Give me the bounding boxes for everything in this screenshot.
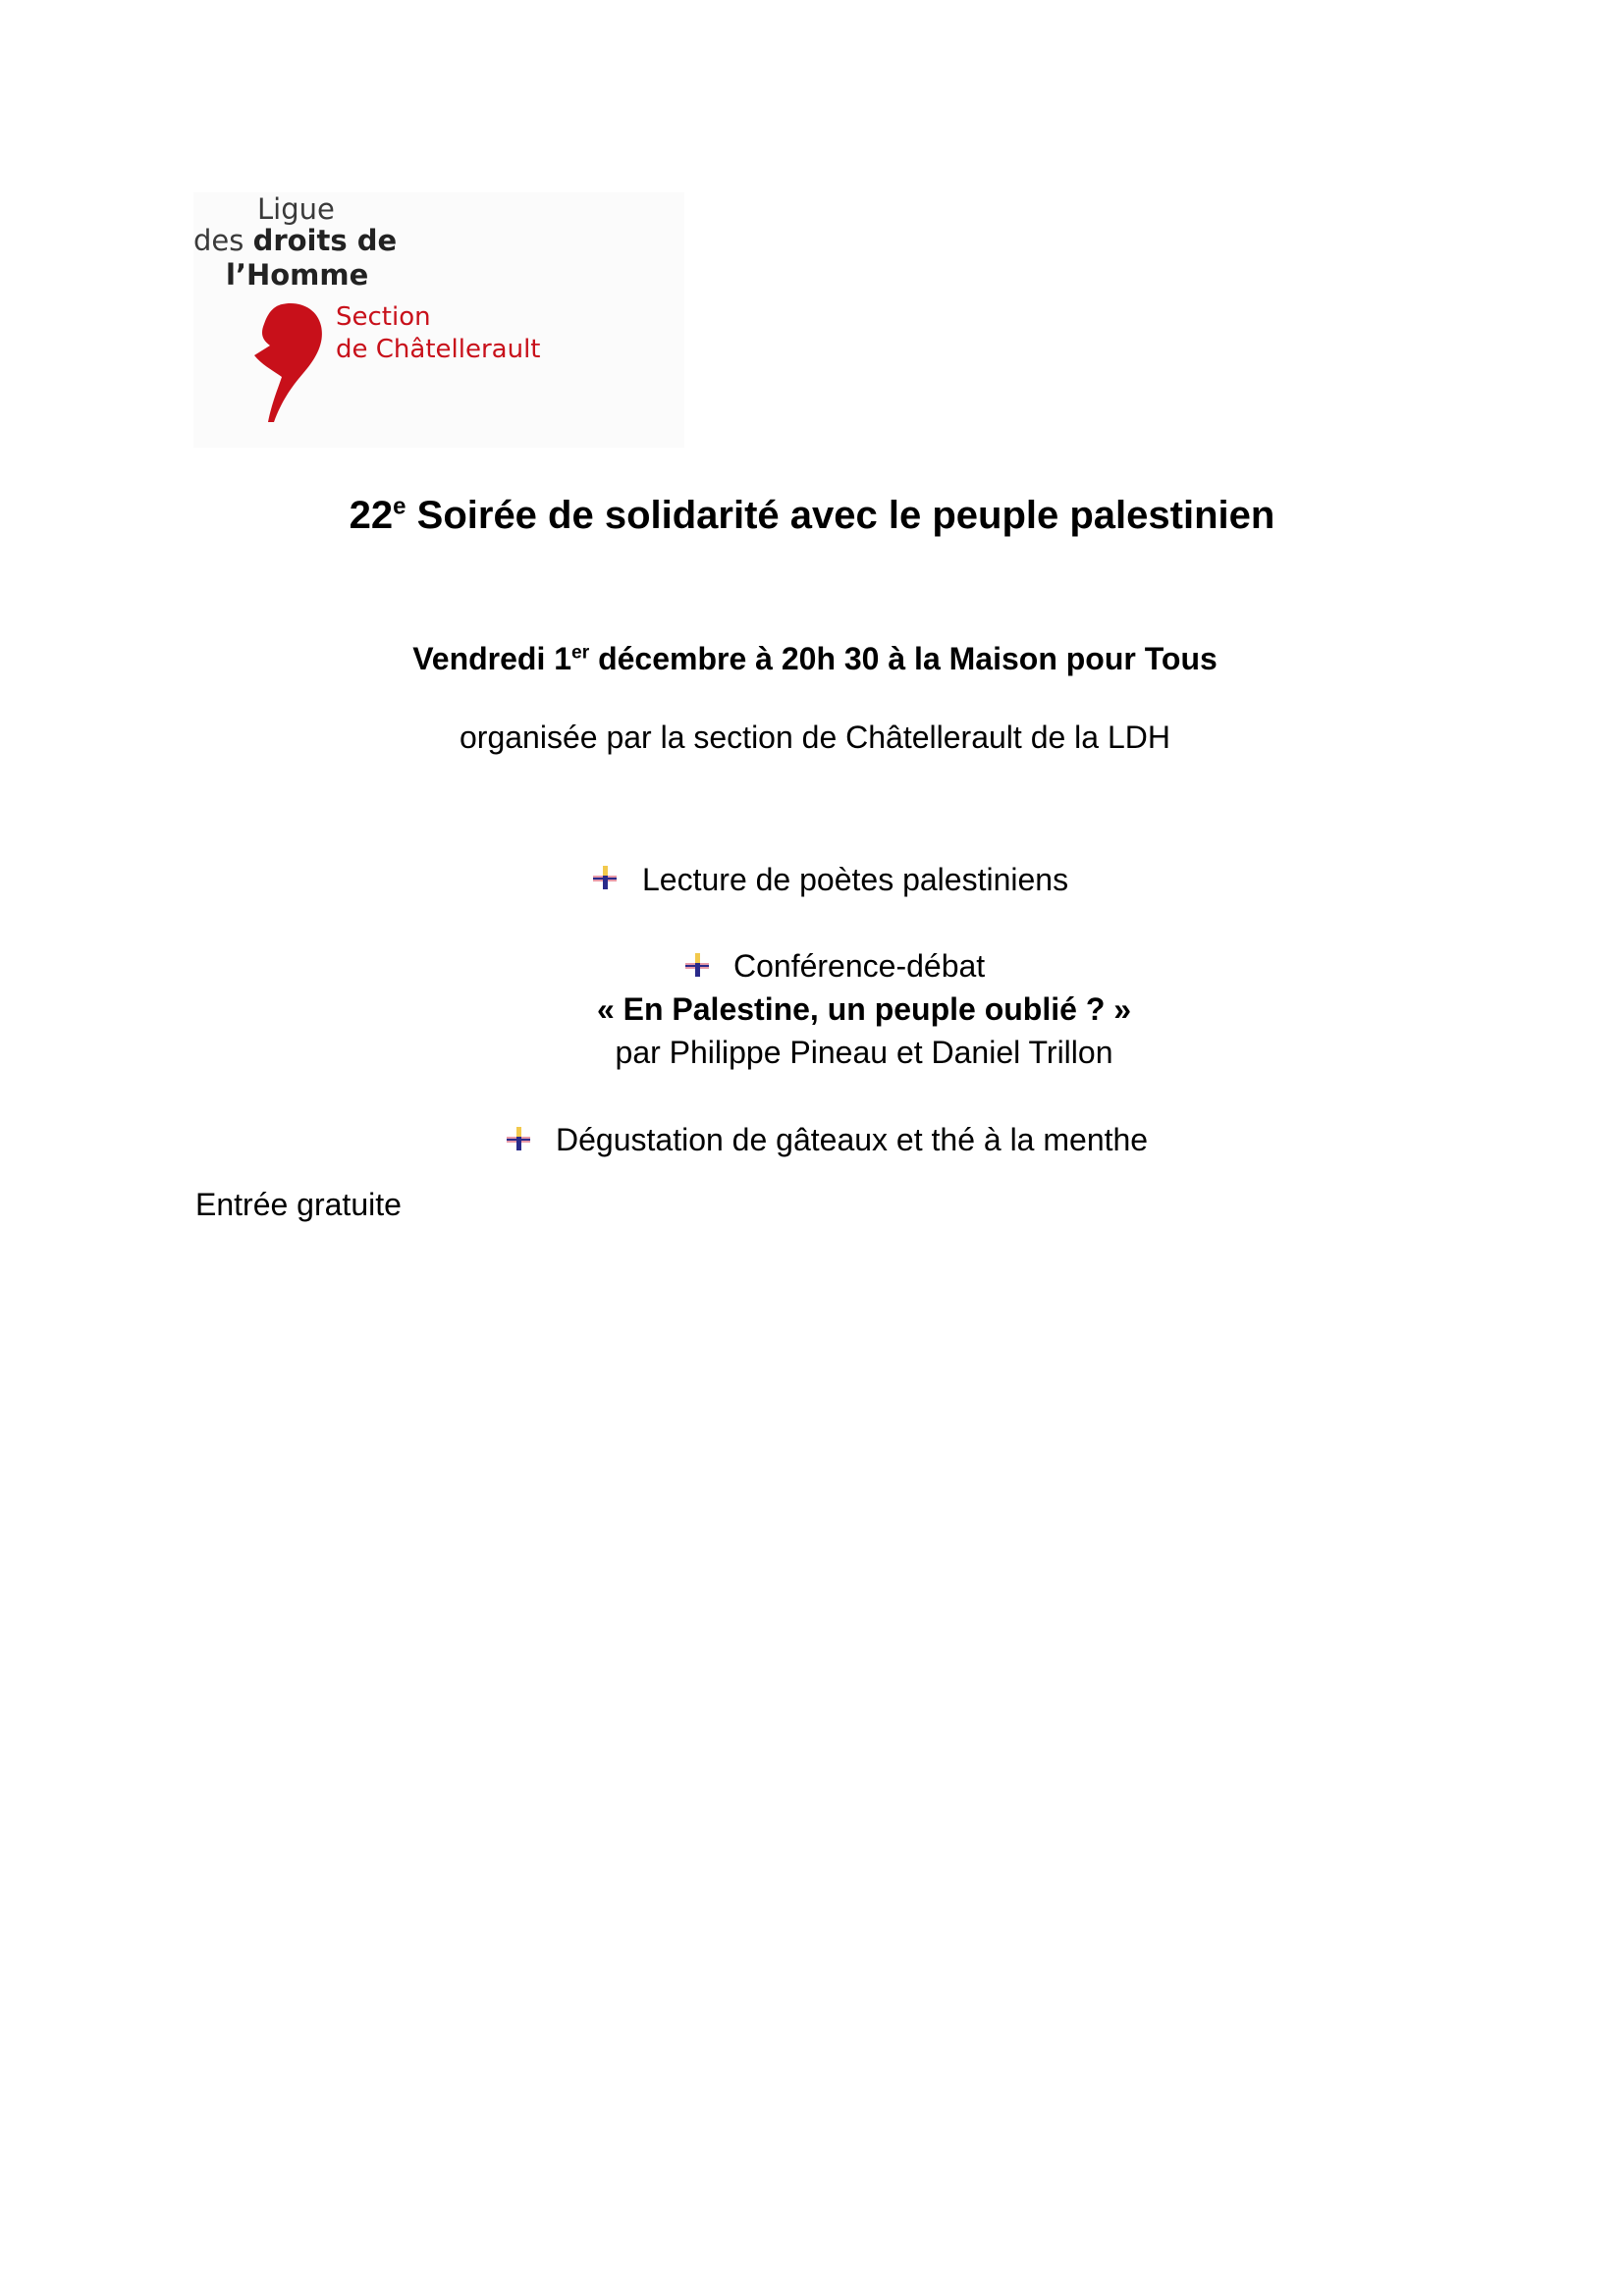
bullet-icon — [505, 1125, 532, 1152]
page-title — [0, 494, 1624, 538]
conference-speakers: par Philippe Pineau et Daniel Trillon — [615, 1035, 1113, 1070]
title-text: Soirée de solidarité avec le peuple palestinien — [406, 494, 1275, 537]
date-text: décembre à 20h 30 à la Maison pour Tous — [589, 641, 1218, 676]
program-item-reading: Lecture de poètes palestiniens — [642, 862, 1069, 897]
logo-city-line: de Châtellerault — [336, 335, 541, 364]
logo-section-line: Section — [336, 302, 431, 332]
conference-title: « En Palestine, un peuple oublié ? » — [596, 991, 1132, 1027]
date-suffix: er — [571, 642, 590, 664]
organizer-line: organisée par la section de Châtellerault de la LDH — [460, 720, 1170, 755]
event-date — [0, 641, 1624, 677]
logo-line-homme: l’Homme — [226, 258, 369, 292]
ldh-logo — [193, 192, 684, 448]
bullet-icon — [591, 864, 619, 891]
logo-line-droits-prefix: des — [193, 224, 253, 257]
logo-line-ligue: Ligue — [257, 192, 335, 226]
title-suffix: e — [393, 493, 406, 520]
red-profile-icon — [252, 300, 326, 423]
entry-free: Entrée gratuite — [195, 1187, 402, 1222]
bullet-icon — [683, 951, 711, 979]
date-prefix: Vendredi 1 — [412, 641, 572, 676]
logo-line-droits-bold: droits de — [252, 224, 398, 257]
logo-line-droits — [193, 224, 397, 257]
title-number: 22 — [349, 494, 394, 537]
program-item-tasting: Dégustation de gâteaux et thé à la menthe — [556, 1122, 1149, 1157]
program-item-conference: Conférence-débat — [733, 948, 986, 984]
